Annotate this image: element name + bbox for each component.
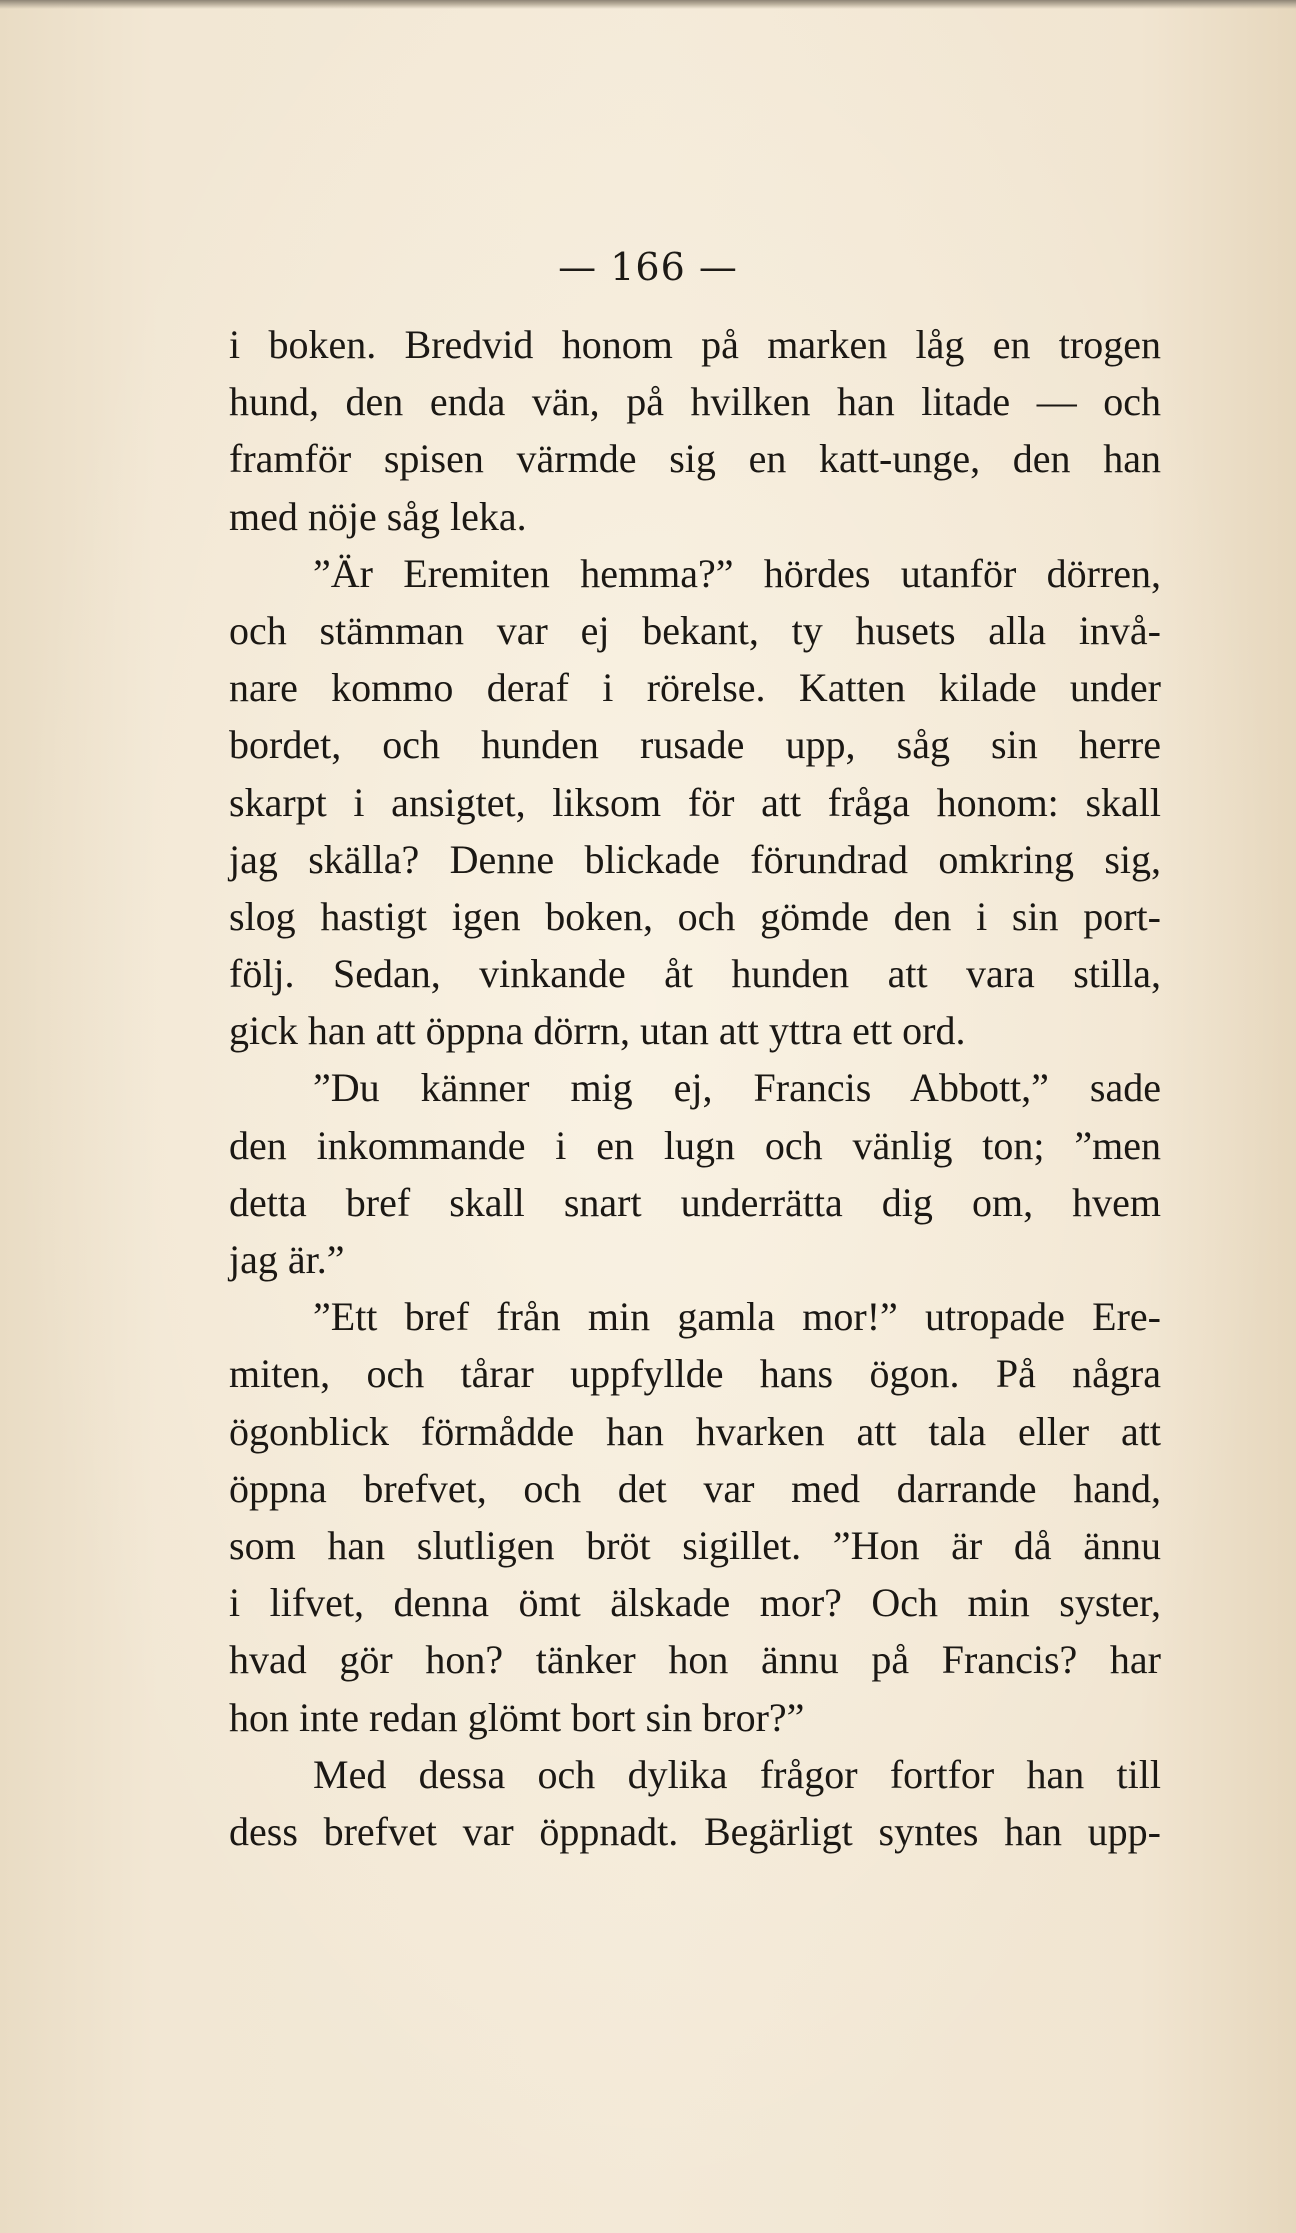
text-line: ögonblick förmådde han hvarken att tala eller att	[229, 1408, 1161, 1454]
text-line: jag skälla? Denne blickade förundrad omkring sig,	[229, 836, 1161, 882]
text-line: i lifvet, denna ömt älskade mor? Och min syster,	[229, 1580, 1161, 1626]
text-line: framför spisen värmde sig en katt-unge, den han	[229, 436, 1161, 482]
text-line: jag är.”	[229, 1237, 345, 1282]
text-line: hvad gör hon? tänker hon ännu på Francis? har	[229, 1637, 1161, 1683]
page-top-edge	[0, 0, 1296, 9]
body-text	[229, 316, 1161, 1860]
text-line: ”Ett bref från min gamla mor!” utropade Ere-	[313, 1294, 1161, 1340]
text-line: detta bref skall snart underrätta dig om, hvem	[229, 1179, 1161, 1225]
text-line: miten, och tårar uppfyllde hans ögon. På några	[229, 1351, 1161, 1397]
text-line: skarpt i ansigtet, liksom för att fråga honom: skall	[229, 779, 1161, 825]
text-line: den inkommande i en lugn och vänlig ton; ”men	[229, 1122, 1161, 1168]
text-line: och stämman var ej bekant, ty husets alla invå-	[229, 607, 1161, 653]
text-line: följ. Sedan, vinkande åt hunden att vara stilla,	[229, 951, 1161, 997]
page-number: — 166 —	[558, 245, 738, 289]
text-line: öppna brefvet, och det var med darrande hand,	[229, 1465, 1161, 1511]
text-line: gick han att öppna dörrn, utan att yttra ett ord.	[229, 1008, 966, 1054]
text-line: hon inte redan glömt bort sin bror?”	[229, 1694, 805, 1740]
text-line: slog hastigt igen boken, och gömde den i sin port-	[229, 893, 1161, 939]
text-line: som han slutligen bröt sigillet. ”Hon är då ännu	[229, 1522, 1161, 1568]
text-line: nare kommo deraf i rörelse. Katten kilade under	[229, 665, 1161, 711]
text-line: i boken. Bredvid honom på marken låg en trogen	[229, 322, 1161, 367]
text-line: med nöje såg leka.	[229, 493, 527, 539]
text-line: ”Är Eremiten hemma?” hördes utanför dörren,	[313, 550, 1161, 596]
text-line: ”Du känner mig ej, Francis Abbott,” sade	[313, 1065, 1161, 1111]
text-line: bordet, och hunden rusade upp, såg sin herre	[229, 722, 1161, 768]
text-line: Med dessa och dylika frågor fortfor han till	[313, 1751, 1161, 1797]
text-line: hund, den enda vän, på hvilken han litade — och	[229, 379, 1161, 425]
text-line: dess brefvet var öppnadt. Begärligt syntes han upp-	[229, 1808, 1161, 1854]
